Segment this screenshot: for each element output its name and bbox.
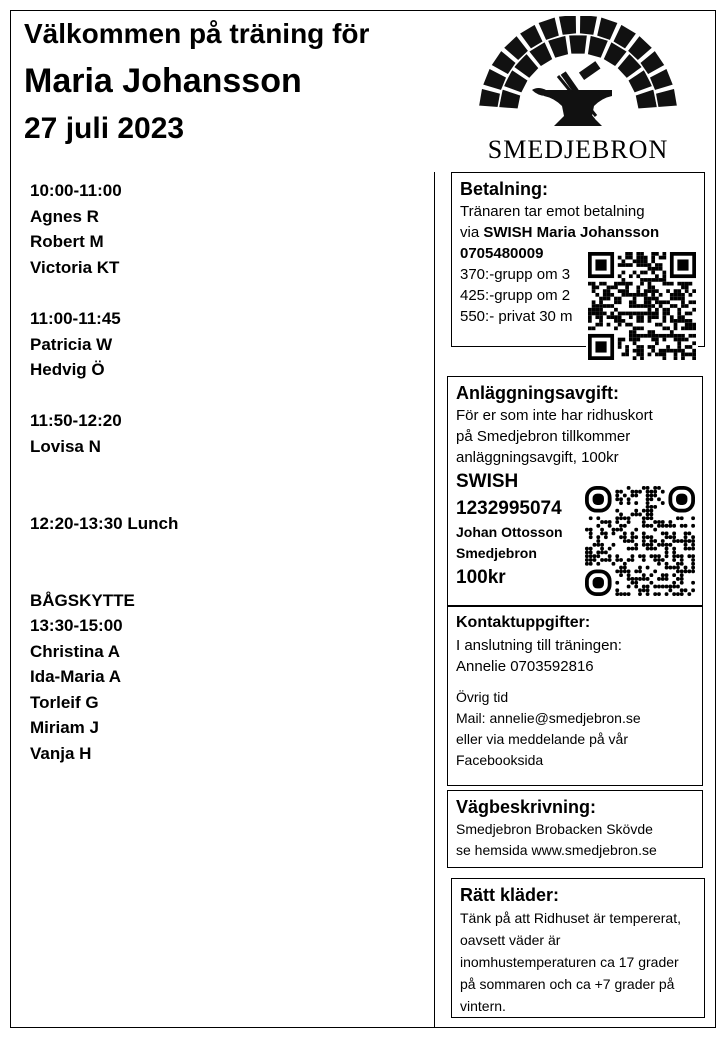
arch-stone — [568, 35, 587, 55]
schedule-line: 13:30-15:00 — [30, 616, 123, 636]
fee-swish: SWISH — [456, 471, 519, 492]
fee-line1: För er som inte har ridhuskort — [456, 407, 653, 424]
schedule-line: Miriam J — [30, 718, 99, 738]
contact-box — [447, 606, 703, 786]
schedule-line: Patricia W — [30, 334, 113, 354]
schedule-line: Agnes R — [30, 206, 99, 226]
contact-email: Mail: annelie@smedjebron.se — [456, 710, 641, 726]
schedule-gap — [30, 460, 420, 486]
contact-line5: eller via meddelande på vår — [456, 731, 628, 747]
trainer-name: Maria Johansson — [24, 62, 302, 100]
clothing-title: Rätt kläder: — [460, 885, 560, 905]
smedjebron-logo — [462, 16, 694, 166]
directions-box — [447, 790, 703, 868]
column-divider — [434, 172, 435, 1027]
schedule-line: 11:00-11:45 — [30, 308, 121, 328]
fee-title: Anläggningsavgift: — [456, 383, 619, 403]
clothing-text: Tänk på att Ridhuset är tempererat, oavsett väder är inomhustemperaturen ca 17 grader på sommaren och ca +7 grader på vintern. — [460, 910, 681, 1014]
price-line3: 550:- privat 30 m — [460, 308, 573, 325]
fee-amount: 100kr — [456, 567, 506, 588]
arch-stone — [478, 88, 501, 108]
schedule-gap — [30, 280, 420, 306]
welcome-heading: Välkommen på träning för — [24, 18, 370, 49]
schedule-line: Robert M — [30, 232, 104, 252]
payment-line1: Tränaren tar emot betalning — [460, 203, 645, 220]
price-line1: 370:-grupp om 3 — [460, 266, 571, 283]
contact-line3: Övrig tid — [456, 689, 509, 705]
schedule-line: BÅGSKYTTE — [30, 590, 135, 610]
facility-fee-qr-code — [585, 485, 695, 597]
schedule-gap — [30, 485, 420, 511]
anvil-hammer-icon — [532, 61, 612, 126]
clothing-box — [451, 878, 705, 1018]
fee-line3: anläggningsavgift, 100kr — [456, 449, 619, 466]
schedule-line: Victoria KT — [30, 257, 120, 277]
schedule-line: Christina A — [30, 641, 121, 661]
arch-stone — [558, 16, 577, 36]
contact-line6: Facebooksida — [456, 752, 544, 768]
training-date: 27 juli 2023 — [24, 112, 185, 145]
payment-line2-prefix: via — [460, 224, 484, 241]
schedule-gap — [30, 536, 420, 562]
schedule-line: 11:50-12:20 — [30, 411, 122, 431]
schedule-line: Hedvig Ö — [30, 360, 105, 380]
price-line2: 425:-grupp om 2 — [460, 287, 571, 304]
contact-line1: I anslutning till träningen: — [456, 637, 622, 654]
fee-recipient-place: Smedjebron — [456, 545, 537, 561]
payment-swish-name: SWISH Maria Johansson — [483, 224, 660, 241]
schedule-gap — [30, 383, 420, 409]
arch-stone — [579, 16, 598, 36]
payment-title: Betalning: — [460, 179, 548, 199]
directions-line1: Smedjebron Brobacken Skövde — [456, 821, 653, 837]
directions-title: Vägbeskrivning: — [456, 797, 597, 817]
schedule-line: Vanja H — [30, 744, 92, 764]
fee-recipient-name: Johan Ottosson — [456, 524, 563, 540]
schedule-list — [30, 178, 420, 767]
arch-stone — [655, 88, 678, 108]
schedule-line: 12:20-13:30 Lunch — [30, 513, 179, 533]
schedule-line: Ida-Maria A — [30, 667, 122, 687]
schedule-line: Torleif G — [30, 692, 99, 712]
directions-line2: se hemsida www.smedjebron.se — [456, 842, 657, 858]
fee-swish-number: 1232995074 — [456, 498, 562, 519]
contact-line2: Annelie 0703592816 — [456, 658, 594, 675]
fee-line2: på Smedjebron tillkommer — [456, 428, 631, 445]
schedule-line: 10:00-11:00 — [30, 181, 122, 200]
payment-line2 — [460, 222, 696, 243]
payment-qr-code — [586, 252, 698, 360]
schedule-line: Lovisa N — [30, 436, 101, 456]
logo-text: SMEDJEBRON — [487, 135, 669, 164]
schedule-gap — [30, 562, 420, 588]
payment-phone: 0705480009 — [460, 245, 544, 262]
contact-title: Kontaktuppgifter: — [456, 614, 591, 631]
